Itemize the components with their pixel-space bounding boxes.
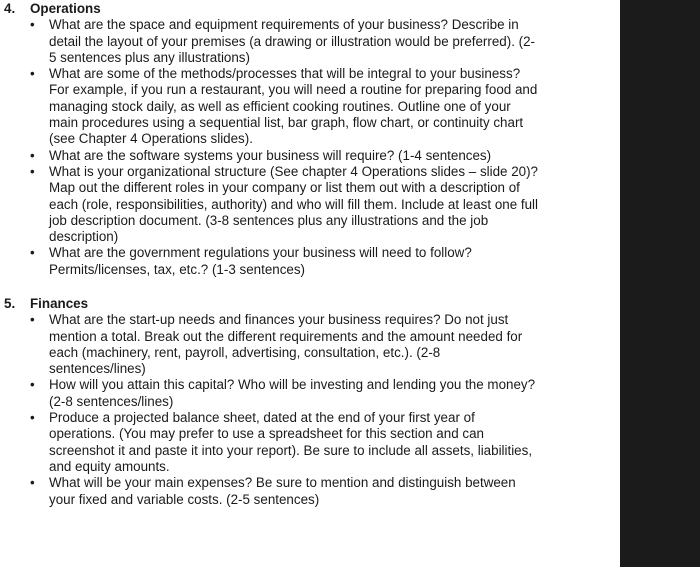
list-item-text: Produce a projected balance sheet, dated at the end of your first year of operations. (You may prefer to use a spreadsheet for this section and can screenshot it and paste it into your report). Be sure to include all assets, liabilities, and equity amounts.	[49, 410, 533, 474]
list-item	[4, 377, 604, 410]
section-number: 5.	[4, 296, 16, 311]
list-item	[4, 245, 604, 278]
bullet-list	[4, 17, 604, 278]
bullet-icon: •	[30, 147, 35, 163]
section-title: Operations	[30, 1, 101, 16]
bullet-icon: •	[30, 475, 35, 491]
list-item-text: What are the start-up needs and finances your business requires? Do not just mention a total. Break out the different requirements and the amount needed for each (machinery, rent, payroll, advertising, consultation, etc.). (2-8 sentences/lines)	[49, 312, 523, 377]
section-number: 4.	[4, 1, 16, 16]
list-item-text: What is your organizational structure (See chapter 4 Operations slides – slide 20)? Map out the different roles in your company or list them out with a description of each (role, responsibilities, authority) and who will fill them. Include at least one full job description document. (3-8 sentences plus any illustrations and the job description)	[49, 163, 539, 245]
section-finances	[4, 296, 604, 508]
list-item	[4, 312, 604, 377]
list-item-text: How will you attain this capital? Who will be investing and lending you the money? (2-8 sentences/lines)	[49, 377, 536, 409]
list-item-text: What will be your main expenses? Be sure to mention and distinguish between your fixed and variable costs. (2-5 sentences)	[49, 475, 516, 507]
section-title: Finances	[30, 296, 89, 311]
list-item	[4, 66, 604, 147]
list-item	[4, 17, 604, 66]
list-item	[4, 148, 604, 164]
list-item	[4, 164, 604, 245]
list-item-text: What are the software systems your business will require? (1-4 sentences)	[49, 147, 492, 163]
bullet-icon: •	[30, 66, 35, 82]
list-item-text: What are the space and equipment requirements of your business? Describe in detail the layout of your premises (a drawing or illustration would be preferred). (2-5 sentences plus any illustrations)	[49, 17, 536, 65]
list-item	[4, 410, 604, 475]
dark-side-panel	[620, 0, 700, 567]
list-item	[4, 475, 604, 508]
bullet-icon: •	[30, 163, 35, 179]
section-heading	[4, 1, 604, 17]
section-heading	[4, 296, 604, 312]
bullet-list	[4, 312, 604, 508]
list-item-text: What are some of the methods/processes that will be integral to your business? For example, if you run a restaurant, you will need a routine for preparing food and managing stock daily, as well as efficient cooking routines. Outline one of your main procedures using a sequential list, bar graph, flow chart, or continuity chart (see Chapter 4 Operations slides).	[49, 66, 538, 147]
bullet-icon: •	[30, 17, 35, 33]
bullet-icon: •	[30, 245, 35, 261]
section-operations	[4, 1, 604, 278]
list-item-text: What are the government regulations your business will need to follow? Permits/licenses, tax, etc.? (1-3 sentences)	[49, 245, 472, 277]
bullet-icon: •	[30, 312, 35, 328]
bullet-icon: •	[30, 377, 35, 393]
bullet-icon: •	[30, 410, 35, 426]
